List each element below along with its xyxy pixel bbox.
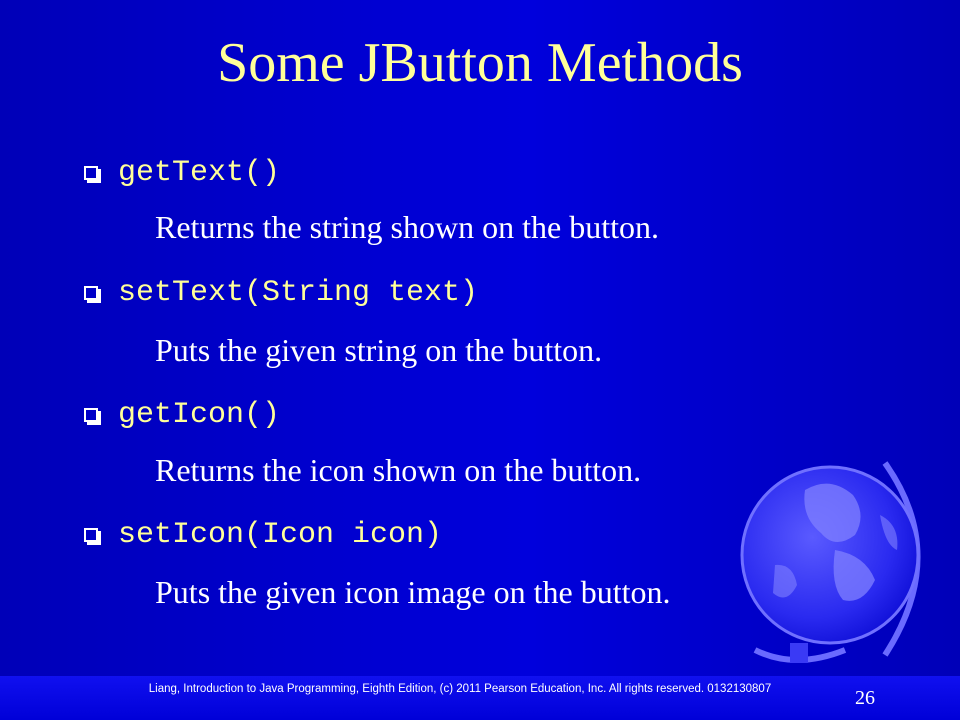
bullet-item	[84, 275, 478, 311]
bullet-item	[84, 517, 442, 553]
square-bullet-icon	[84, 286, 98, 300]
bullet-item	[84, 155, 280, 191]
method-signature: getIcon()	[118, 398, 281, 432]
method-signature: setText(String text)	[118, 276, 479, 310]
square-bullet-icon	[84, 408, 98, 422]
square-bullet-icon	[84, 166, 98, 180]
footer-copyright: Liang, Introduction to Java Programming, Eighth Edition, (c) 2011 Pearson Education, Inc. All rights reserved. 0132130807	[148, 683, 772, 695]
method-description: Puts the given string on the button.	[155, 332, 603, 368]
method-description: Returns the icon shown on the button.	[155, 452, 642, 488]
square-bullet-icon	[84, 528, 98, 542]
globe-icon	[735, 455, 935, 670]
bullet-item	[84, 397, 280, 433]
method-signature: getText()	[118, 156, 281, 190]
method-description: Returns the string shown on the button.	[155, 209, 659, 245]
slide-title: Some JButton Methods	[217, 32, 743, 94]
page-number: 26	[855, 687, 875, 709]
method-signature: setIcon(Icon icon)	[118, 518, 443, 552]
method-description: Puts the given icon image on the button.	[155, 574, 671, 610]
